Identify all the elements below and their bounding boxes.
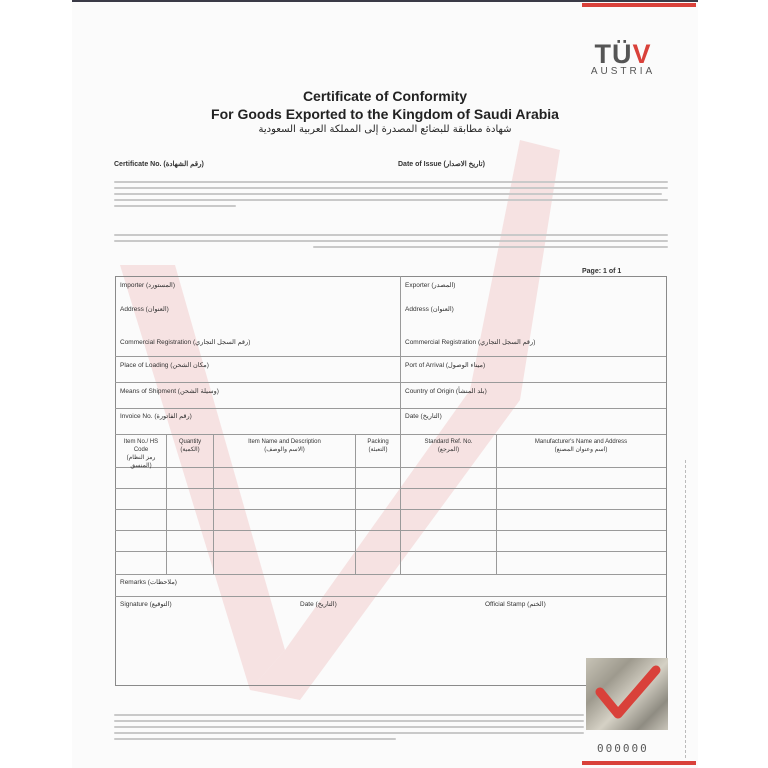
th-standard (401, 438, 496, 454)
certificate-no-label: Certificate No. (رقم الشهادة) (114, 161, 204, 168)
date-of-issue-label: Date of Issue (تاريخ الاصدار) (398, 161, 485, 168)
th-item-name (214, 438, 355, 454)
invoice-no-label: Invoice No. (رقم الفاتورة) (120, 413, 192, 420)
title-line-1: Certificate of Conformity (302, 88, 468, 104)
th-manufacturer-ar: (اسم وعنوان المصنع) (554, 447, 608, 453)
logo-mark (581, 40, 665, 68)
signature-date-label: Date (التاريخ) (300, 601, 337, 608)
th-item-hs-ar: (رمز النظام المنسق) (126, 455, 156, 469)
th-item-hs (116, 438, 166, 470)
exporter-label: Exporter (المصدر) (405, 282, 456, 289)
row-divider-3 (115, 408, 666, 409)
items-row-1 (115, 488, 666, 489)
th-item-name-en: Item Name and Description (248, 439, 321, 445)
serial-number: 000000 (597, 742, 649, 755)
th-packing (356, 438, 400, 454)
row-divider-4 (115, 434, 666, 435)
items-col-4 (400, 434, 401, 574)
items-row-2 (115, 509, 666, 510)
logo-text-v: V (632, 39, 652, 69)
title-line-2: For Goods Exported to the Kingdom of Saudi Arabia (211, 106, 559, 122)
items-row-4 (115, 551, 666, 552)
items-header-divider (115, 467, 666, 468)
column-divider (400, 276, 401, 434)
side-margin-text (683, 460, 689, 760)
th-packing-en: Packing (367, 439, 389, 445)
intro-paragraph-ar (114, 234, 668, 252)
logo-subtitle: AUSTRIA (590, 66, 656, 77)
signature-label: Signature (التوقيع) (120, 601, 172, 608)
official-stamp-label: Official Stamp (الختم) (485, 601, 546, 608)
items-col-1 (166, 434, 167, 574)
importer-address-label: Address (العنوان) (120, 306, 169, 313)
footer-disclaimer (114, 714, 584, 744)
th-manufacturer (497, 438, 665, 454)
tuv-austria-logo (581, 40, 665, 77)
remarks-divider (115, 596, 666, 597)
items-col-2 (213, 434, 214, 574)
exporter-address-label: Address (العنوان) (405, 306, 454, 313)
th-packing-ar: (التعبئة) (368, 447, 388, 453)
th-item-hs-en: Item No./ HS Code (123, 439, 159, 453)
items-row-3 (115, 530, 666, 531)
th-manufacturer-en: Manufacturer's Name and Address (534, 439, 628, 445)
intro-paragraph-en (114, 181, 668, 211)
importer-cr-label: Commercial Registration (رقم السجل التجاري) (120, 339, 251, 346)
date-label: Date (التاريخ) (405, 413, 442, 420)
row-divider-1 (115, 356, 666, 357)
port-of-arrival-label: Port of Arrival (ميناء الوصول) (405, 362, 486, 369)
exporter-cr-label: Commercial Registration (رقم السجل التجاري) (405, 339, 536, 346)
logo-text-tu: TÜ (594, 39, 633, 69)
remarks-label: Remarks (ملاحظات) (120, 579, 177, 586)
means-of-shipment-label: Means of Shipment (وسيلة الشحن) (120, 388, 219, 395)
th-quantity (167, 438, 213, 454)
row-divider-2 (115, 382, 666, 383)
items-col-3 (355, 434, 356, 574)
th-quantity-ar: (الكمية) (180, 447, 200, 453)
importer-label: Importer (المستورد) (120, 282, 176, 289)
page-indicator: Page: 1 of 1 (582, 268, 622, 275)
items-bottom (115, 574, 666, 575)
th-standard-en: Standard Ref. No. (424, 439, 473, 445)
hologram-check-icon (590, 662, 664, 726)
country-of-origin-label: Country of Origin (بلد المنشأ) (405, 388, 487, 395)
th-standard-ar: (المرجع) (437, 447, 460, 453)
title-arabic: شهادة مطابقة للبضائع المصدرة إلى المملكة العربية السعودية (258, 124, 512, 135)
place-of-loading-label: Place of Loading (مكان الشحن) (120, 362, 209, 369)
th-item-name-ar: (الاسم والوصف) (264, 447, 305, 453)
th-quantity-en: Quantity (178, 439, 202, 445)
items-col-5 (496, 434, 497, 574)
